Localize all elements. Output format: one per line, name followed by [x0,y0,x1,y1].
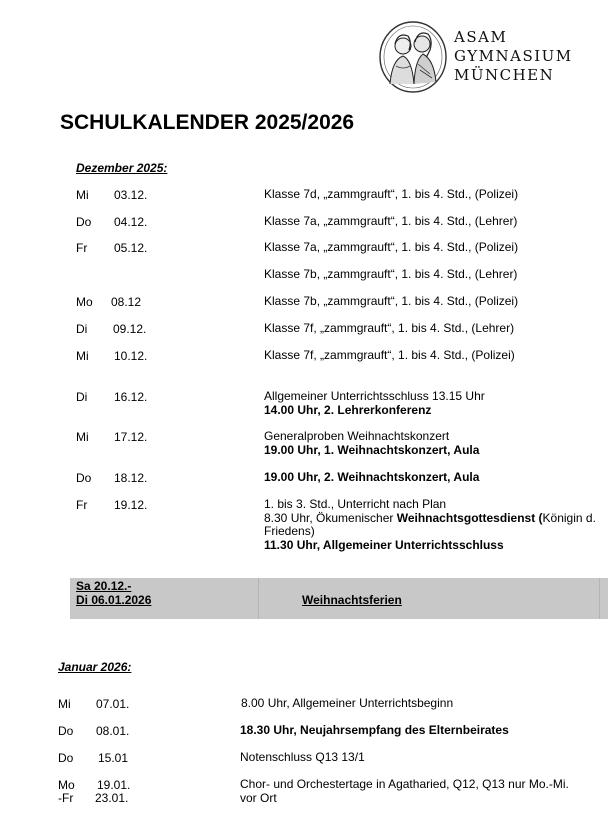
entry-date: 08.12 [111,295,142,309]
entry-date: 09.12. [113,322,147,336]
month-heading-january: Januar 2026: [58,660,132,674]
entry-text: 1. bis 3. Std., Unterricht nach Plan [264,497,447,511]
entry-day: Fr [76,241,88,255]
entry-day: Mo [58,778,75,792]
entry-text: Klasse 7a, „zammgrauft“, 1. bis 4. Std., (Polizei) [264,240,519,254]
month-heading-december: Dezember 2025: [76,161,168,175]
school-seal-portrait-icon [378,20,448,94]
entry-date: 17.12. [114,430,148,444]
entry-text-bold: 19.00 Uhr, 2. Weihnachtskonzert, Aula [264,470,480,484]
entry-day: Fr [76,498,88,512]
entry-day: Mi [58,697,71,711]
entry-text: Chor- und Orchestertage in Agatharied, Q12, Q13 nur Mo.-Mi. [240,777,569,791]
page-title: SCHULKALENDER 2025/2026 [60,111,355,134]
entry-date: 10.12. [114,349,148,363]
entry-text: Generalproben Weihnachtskonzert [264,429,450,443]
entry-day: Mi [76,430,89,444]
entry-text: Klasse 7f, „zammgrauft“, 1. bis 4. Std., (Polizei) [264,348,515,362]
holiday-divider [258,578,259,619]
entry-day: Do [58,724,74,738]
entry-day: Do [58,751,74,765]
entry-day: Mo [76,295,93,309]
entry-date: 18.12. [114,471,148,485]
entry-date: 07.01. [96,697,130,711]
entry-text-bold-part: Weihnachtsgottesdienst ( [396,510,543,525]
logo-line-2: GYMNASIUM [454,47,573,65]
entry-date: 19.12. [114,498,148,512]
entry-text-part: 8.30 Uhr, Ökumenischer [264,510,397,525]
entry-date: 16.12. [114,390,148,404]
entry-day: Di [76,322,88,336]
entry-date-end: 23.01. [95,791,129,805]
holiday-label: Weihnachtsferien [302,593,402,607]
entry-text: Klasse 7d, „zammgrauft“, 1. bis 4. Std., (Polizei) [264,187,519,201]
entry-text-bold: 14.00 Uhr, 2. Lehrerkonferenz [264,402,432,417]
entry-date: 05.12. [114,241,148,255]
entry-day: Di [76,390,88,404]
entry-text-bold: 11.30 Uhr, Allgemeiner Unterrichtsschluss [264,537,504,552]
entry-text: 8.00 Uhr, Allgemeiner Unterrichtsbeginn [241,696,454,710]
entry-date: 04.12. [114,215,148,229]
entry-date: 03.12. [114,188,148,202]
entry-text-bold: 19.00 Uhr, 1. Weihnachtskonzert, Aula [264,442,480,457]
entry-text: Notenschluss Q13 13/1 [240,750,365,764]
entry-date: 19.01. [97,778,131,792]
holiday-date-start: Sa 20.12.- [76,579,132,593]
entry-text-bold: 18.30 Uhr, Neujahrsempfang des Elternbeirates [240,723,509,737]
entry-day-end: -Fr [58,791,74,805]
school-name-logo [454,28,573,85]
logo-line-1: ASAM [454,28,508,46]
logo-line-3: MÜNCHEN [454,66,555,84]
entry-text: Klasse 7b, „zammgrauft“, 1. bis 4. Std., (Lehrer) [264,267,518,281]
entry-text: vor Ort [240,790,277,805]
entry-text: Klasse 7b, „zammgrauft“, 1. bis 4. Std., (Polizei) [264,294,519,308]
entry-text-mixed [264,512,596,526]
entry-text: Klasse 7f, „zammgrauft“, 1. bis 4. Std., (Lehrer) [264,321,515,335]
entry-date: 08.01. [96,724,130,738]
holiday-date [76,580,151,607]
entry-text: Allgemeiner Unterrichtsschluss 13.15 Uhr [264,389,485,403]
entry-day: Mi [76,188,89,202]
entry-day: Do [76,215,92,229]
entry-day: Mi [76,349,89,363]
entry-day: Do [76,471,92,485]
entry-date: 15.01 [98,751,129,765]
entry-text: Klasse 7a, „zammgrauft“, 1. bis 4. Std., (Lehrer) [264,214,518,228]
entry-text: Friedens) [264,524,315,538]
holiday-band [70,578,608,619]
holiday-divider [599,578,600,619]
holiday-date-end: Di 06.01.2026 [76,592,152,607]
entry-text-part: Königin d. [542,510,596,525]
